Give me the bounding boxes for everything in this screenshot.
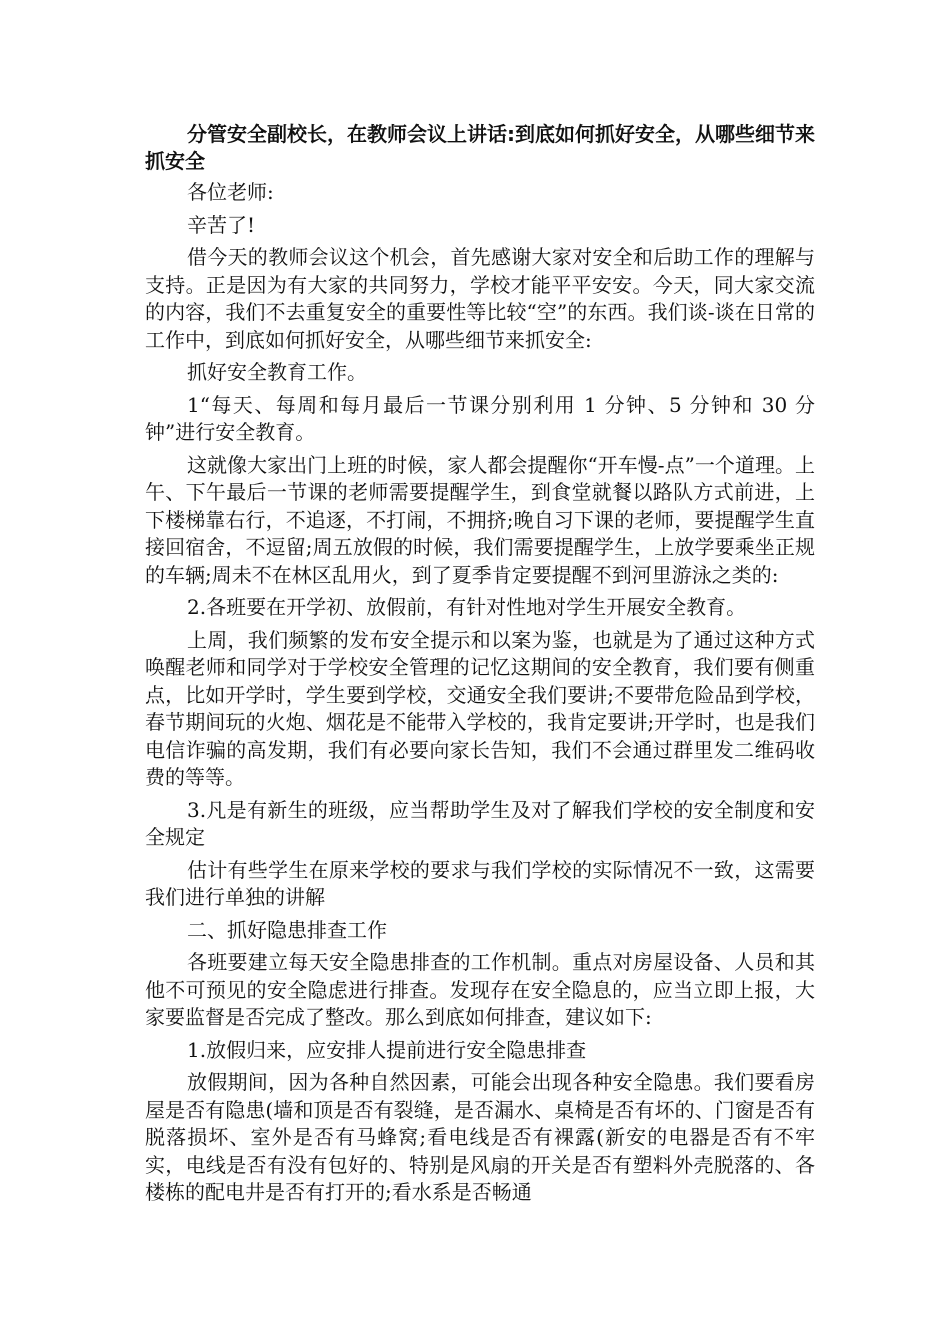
paragraph-item-3-detail: 估计有些学生在原来学校的要求与我们学校的实际情况不一致，这需要我们进行单独的讲解	[145, 857, 815, 909]
paragraph-item-3: 3.凡是有新生的班级，应当帮助学生及对了解我们学校的安全制度和安全规定	[145, 797, 815, 849]
paragraph-salutation: 各位老师:	[187, 180, 274, 204]
section-heading-education: 抓好安全教育工作。	[187, 360, 367, 384]
paragraph-hazard-item-1: 1.放假归来，应安排人提前进行安全隐患排查	[187, 1037, 587, 1062]
paragraph-intro: 借今天的教师会议这个机会，首先感谢大家对安全和后助工作的理解与支持。正是因为有大家的共同努力，学校才能平平安安。今天，同大家交流的内容，我们不去重复安全的重要性等比较“空”的东西。我们谈-谈在日常的工作中，到底如何抓好安全，从哪些细节来抓安全:	[145, 245, 815, 352]
paragraph-hazard-item-1-detail: 放假期间，因为各种自然因素，可能会出现各种安全隐患。我们要看房屋是否有隐患(墙和顶是否有裂缝，是否漏水、桌椅是否有坏的、门窗是否有脱落损坏、室外是否有马蜂窝;看电线是否有裸露(新安的电器是否有不牢实，电线是否有没有包好的、特别是风扇的开关是否有塑料外壳脱落的、各楼栋的配电井是否有打开的;看水系是否畅通	[145, 1070, 815, 1204]
paragraph-greeting: 辛苦了!	[187, 212, 256, 237]
document-title: 分管安全副校长，在教师会议上讲话:到底如何抓好安全，从哪些细节来抓安全	[145, 122, 815, 173]
paragraph-item-2-detail: 上周，我们频繁的发布安全提示和以案为鉴，也就是为了通过这种方式唤醒老师和同学对于学校安全管理的记忆这期间的安全教育，我们要有侧重点，比如开学时，学生要到学校，交通安全我们要讲;不要带危险品到学校，春节期间玩的火炮、烟花是不能带入学校的，我肯定要讲;开学时，也是我们电信诈骗的高发期，我们有必要向家长告知，我们不会通过群里发二维码收费的等等。	[145, 627, 815, 789]
paragraph-item-1-detail: 这就像大家出门上班的时候，家人都会提醒你“开车慢-点”一个道理。上午、下午最后一节课的老师需要提醒学生，到食堂就餐以路队方式前进，上下楼梯靠右行，不追逐，不打闹，不拥挤;晚自习下课的老师，要提醒学生直接回宿舍，不逗留;周五放假的时候，我们需要提醒学生，上放学要乘坐正规的车辆;周未不在林区乱用火，到了夏季肯定要提醒不到河里游泳之类的:	[145, 452, 815, 587]
paragraph-hazard-intro: 各班要建立每天安全隐患排查的工作机制。重点对房屋设备、人员和其他不可预见的安全隐虑进行排查。发现存在安全隐息的，应当立即上报，大家要监督是否完成了整改。那么到底如何排查，建议如下:	[145, 950, 815, 1029]
paragraph-item-1: 1“每天、每周和每月最后一节课分别利用 1 分钟、5 分钟和 30 分钟”进行安全教育。	[145, 392, 815, 444]
document-page	[145, 121, 815, 1212]
section-heading-hazard: 二、抓好隐患排查工作	[187, 917, 387, 942]
paragraph-item-2: 2.各班要在开学初、放假前，有针对性地对学生开展安全教育。	[187, 595, 747, 619]
